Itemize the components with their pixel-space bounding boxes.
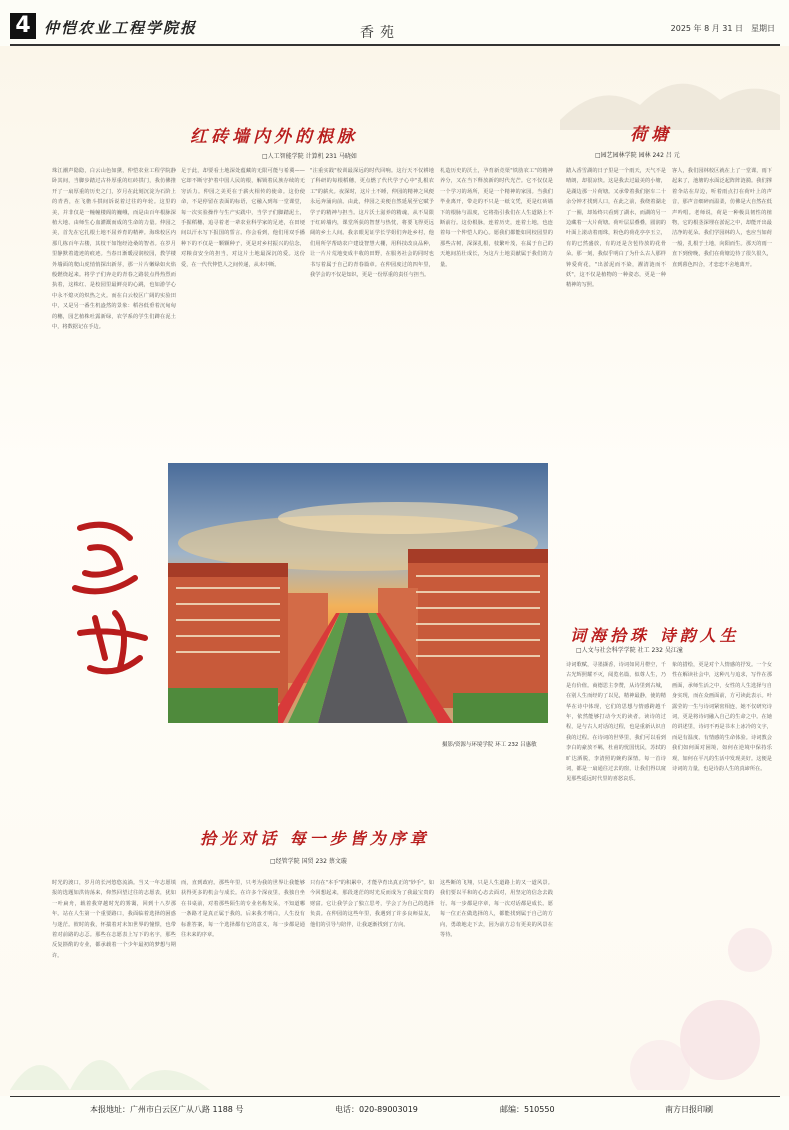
- article2-title: 荷塘: [630, 125, 672, 145]
- article4-col2: 而，直到政府。那些年里，只考为我的世界让我能够获得更多的机会与成长。在许多个深夜里，我独自坐在书桌前，对着那些陌生的专业名称发呆，不知道哪一条路才是真正属于我的。后来我才明白，人生没有标准答案，每一个选择都有它的意义，每一步都是通往未来的序章。: [181, 880, 305, 939]
- calligraphy-artwork: [60, 508, 160, 688]
- article1-col3: "注重实践"校训最深远的时代回响。这行天不仅耕地了科研的每根稻穗，更点燃了代代学子心中"扎根农工"的薪火。夜深时，这片土不睡，仲园的精神之风便永远奔涌向前。由此，仲园之美便自然延展至它赋予学子的精神与担当。这片沃土滋养的精魂，从不局限于红砖墙内，课堂所获的智慧与热忱，将要飞得更远阔的乡土人间。我亲眼见证学长学姐们奔赴乡村，他们用所学帮助农户建设智慧大棚，用科技改良品种，让一片片荒地变成丰收的田野，在服务社会的同时也书写着属于自己的青春篇章。在仲园度过的四年里，我学会的不仅是知识，更是一份厚重的责任与担当。: [310, 168, 434, 279]
- article4-col1: 时光的渡口，岁月的长河悠悠流淌。当又一年志愿填报的选题如洪钧荡来，仰然回望过往的志愿表，犹如一叶扁舟，载着我穿越时光的雾霭，回到十八岁那年。站在人生第一个重要路口，我面临着选择的困惑与迷茫。彼时的我，怀揣着对未知世界的憧憬，也带着对前路的忐忑。那些在志愿表上写下的名字，那些反复斟酌的专业，都承载着一个少年最初的梦想与期许。: [52, 880, 176, 959]
- article1-col2: 足于此，却要看土地深处蕴藏的无限可能与希冀——它却不断守护着中国人民的根，解锁着民族存续的无穷活力。仲园之美更在于薪火相传的使命。这份使命，不是停留在表面的标语，它融入到每一堂课堂，每一次实验操作与生产实践中，当学子们脚踏泥土，手握稻穗，追寻着老一辈农业科学家的足迹，在田埂间以汗水写下报国的誓言。你会看到，他们用双手播种下的不仅是一颗颗种子，更是对乡村振兴的信念，对粮食安全的担当，对这片土地最深沉的爱。这份爱，在一代代仲恺人之间传递，从未中断。: [181, 168, 305, 268]
- footer-address: 本报地址：广州市白云区广从八路 1188 号: [90, 1105, 244, 1114]
- section-name: 香苑: [360, 25, 400, 41]
- campus-photo: [168, 463, 548, 723]
- article4-title: 拾光对话 每一步皆为序章: [200, 829, 430, 848]
- page-footer: [0, 1096, 789, 1130]
- article2-byline: □园艺园林学院 园林 242 吕 元: [595, 152, 680, 159]
- article1-title: 红砖墙内外的根脉: [190, 127, 358, 147]
- footer-phone: 电话：020-89003019: [335, 1105, 418, 1114]
- masthead-title: 仲恺农业工程学院报: [44, 19, 198, 37]
- article1-col4: 札造历史的沃土，孕育新竞渠"铁肋农工"的精神养分，又在当下释放新的时代光芒。它不仅仅是一个学习的场所，更是一个精神的家园。当我们毕业离开，带走的不只是一纸文凭，更是红砖墙下的根脉与温度，它将指引我们在人生道路上不断前行。这份根脉，连着历史，连着土地，也连着每一个仲恺人的心。愿我们都能如同校园里的那些古树，深深扎根，枝繁叶茂，在属于自己的天地间茁壮成长，为这片土地贡献属于我们的力量。: [440, 168, 553, 268]
- page-number: 4: [10, 13, 36, 39]
- article3-col1: 诗词歌赋，寻墨撷香，诗词如同月橙空，千古光辉照耀不灭，阅览名篇，似尊人生，乃是有价值。商德思主李赞，从诗里到古城，在别人生而经的了以见，精神最静，使的精华在诗中体现，它们的思想与情感跨越千年，依然能够打动今天的读者。读诗的过程，是与古人对话的过程，也是重新认识自我的过程。在诗词的世界里，我们可以看到李白的豪放不羁，杜甫的忧国忧民，苏轼的旷达洒脱，李清照的婉约深情。每一首诗词，都是一扇通往过去的窗，让我们得以窥见那些遥远时代里的喜怒哀乐。: [566, 662, 666, 783]
- footer-postcode: 邮编：510550: [500, 1105, 555, 1114]
- article1-col1: 珠江潮声隐隐，白云山色如黛，仲恺农业工程学院静卧其间，当脚步踏过古朴厚重的红砖拱门，我仿佛推开了一扇厚重的历史之门，岁月在此刻沉淀为石阶上的青苔，在飞檐斗拱间诉说着过往的年轮。这里的美，并非仅是一幢幢楼阁的巍峨，而是由百年根脉深植大地、由师生心血灌溉而成的生命的力量。仲园之美，首先在它扎根土地不屈养育的精神。海珠校区内那几栋百年古楼，其枝干如饱经沧桑的智者。在岁月里静默着遗迹的痕迹。当春日渐暖浸润校园，教学楼外墙面的爬山虎悄悄探出新芽，那一片片嫩绿如火焰般燃烧起来。将学子们奔走的青春之路装点得热烈而执着，这株红、是校园里最鲜亮的心跳，也如游学心中永不熄灭的炽热之火。而在白云校区广阔的实验田中，又是另一番生机盎然的景象：稻谷低垂着沉甸甸的穗，园艺植株吐露新绿，农学系的学生们蹲在泥土中，将数据记在手边。: [52, 168, 176, 331]
- page-header: [0, 0, 789, 40]
- article4-byline: □经管学院 国贸 232 蔡文璇: [270, 858, 347, 865]
- footer-printer: 南方日报印刷: [665, 1105, 713, 1114]
- article3-title: 词海拾珠 诗韵人生: [570, 626, 740, 645]
- article3-byline: □人文与社会科学学院 社工 232 吴江潼: [576, 647, 683, 654]
- article2-col2: 客人，我们园林校区就在上了一堂课，雨下起来了，池塘的水面泛起阵阵涟漪。我们撑着伞站在岸边，听着雨点打在荷叶上的声音，那声音细碎而温柔，仿佛是大自然在低声吟唱。老师说，荷是一种极具韧性的植物，它的根茎深埋在淤泥之中，却能开出最洁净的花朵。我们学园林的人，也应当如荷一般，扎根于土地，向阳而生。那天的雨一直下到傍晚，我们在荷塘边待了很久很久，直到暮色四合，才恋恋不舍地离开。: [672, 168, 772, 268]
- header-rule: [10, 44, 780, 46]
- article3-col2: 象的措绘，更是对个人情感的抒发。一个女性在解读社会中，这种凡与追求，写作在那画面，承师生活之中，女性的人生选择与自身实现，而在众画面前，方可读此表示。叶露莹的一生与诗词紧密相连，她不仅研究诗词，更是将诗词融入自己的生命之中。在她的讲述里，诗词不再是书本上冰冷的文字，而是有温度、有情感的生命体验。诗词教会我们如何面对困境，如何在逆境中保持乐观，如何在平凡的生活中发现美好。这便是诗词的力量，也是诗韵人生的真谛所在。: [672, 662, 772, 773]
- photo-caption: 摄影/资源与环境学院 环工 232 吕惠敏: [442, 742, 537, 748]
- article2-col1: 踏入香雪湖的日子里是一个雨天，天气不是晴朗，却很凉快。这是我去过最美的小塘，是湖边那一片荷塘。又承带着我们驱车二十余分钟才找到人口，在此之前，我绕着湖走了一圈，却始终只看到了湖水，而湖的另一边藏着一大片荷塘。荷叶层层叠叠，圆润的叶面上滚动着雨珠，粉色的荷花亭亭玉立，有的已然盛放，有的还是含苞待放的花骨朵。那一刻，我似乎明白了为什么古人那样钟爱荷花，"出淤泥而不染，濯清涟而不妖"，这不仅是植物的一种姿态，更是一种精神的写照。: [566, 168, 666, 289]
- article4-col3: 只有在"本手"的积累中，才能孕育出真正的"妙手"。如今回想起来，那段迷茫的时光反而成为了我最宝贵的财富。它让我学会了独立思考，学会了为自己的选择负责。在仲园的这些年里，我遇到了许多良师益友，他们的引导与陪伴，让我逐渐找到了方向。: [310, 880, 434, 928]
- article1-byline: □人工智能学院 计算机 231 马晓如: [262, 153, 357, 160]
- article4-col4: 这些断的飞翔，只是人生道路上的又一道风景。我们要以平和的心态去面对，用坚定的信念去践行。每一步都是序章，每一次对话都是成长。愿每一位正在做选择的人，都能找到属于自己的方向，勇敢地走下去，因为前方总有更美的风景在等待。: [440, 880, 553, 939]
- issue-date: 2025 年 8 月 31 日 星期日: [670, 24, 775, 33]
- footer-rule: [10, 1096, 780, 1097]
